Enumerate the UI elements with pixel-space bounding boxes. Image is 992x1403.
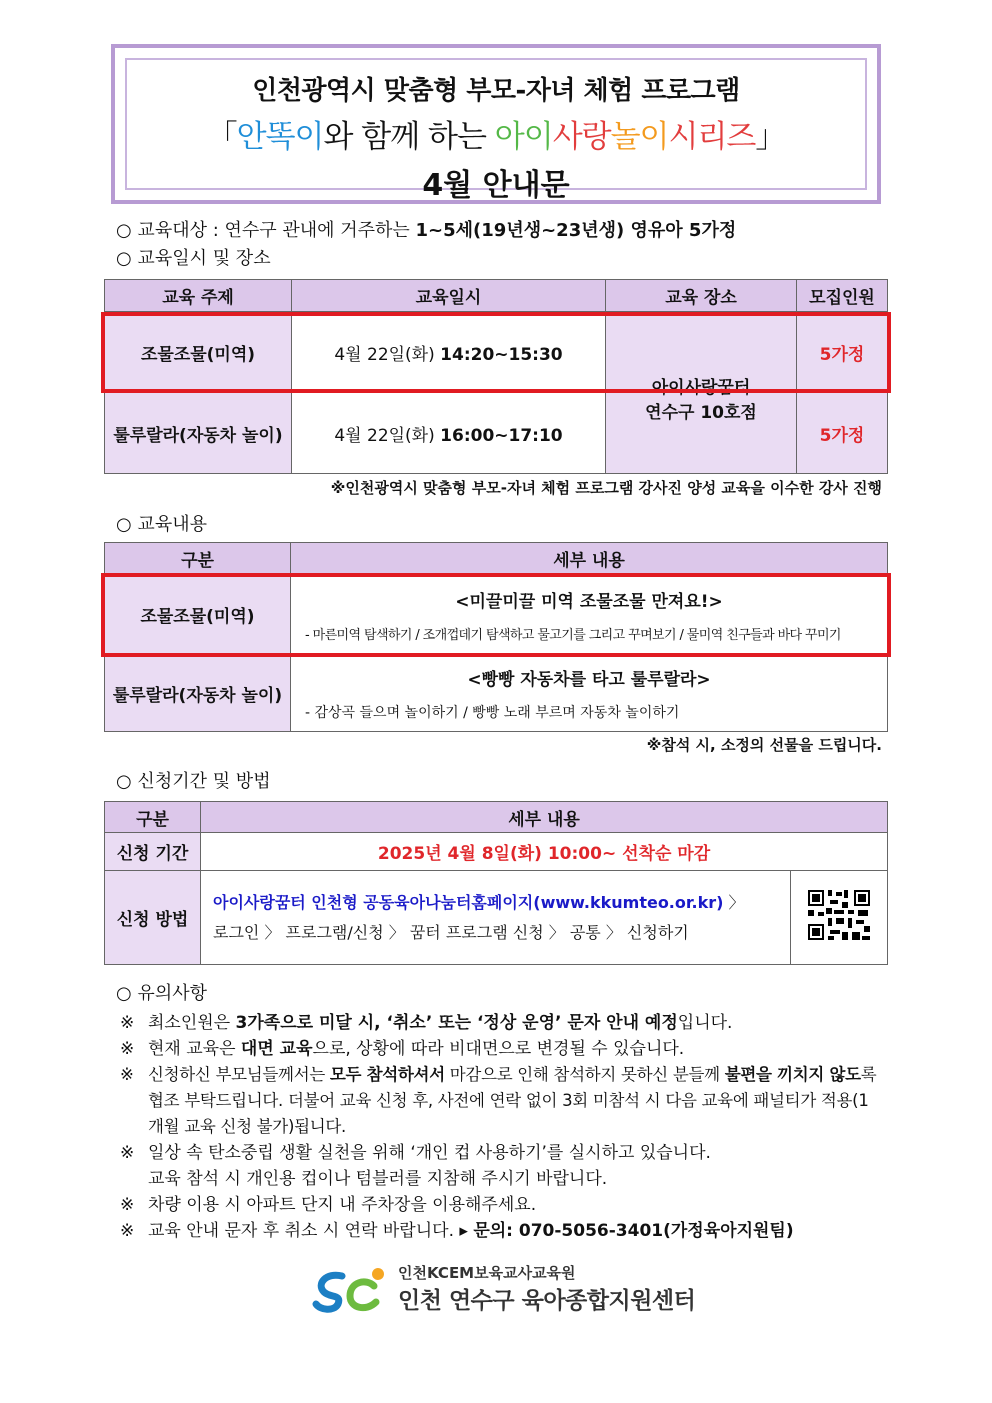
content-header-category: 구분 (105, 543, 291, 574)
title-series-part-4: 시리즈 (668, 119, 756, 155)
note-text: 일상 속 탄소중립 생활 실천을 위해 ‘개인 컵 사용하기’를 실시하고 있습니다. (148, 1143, 711, 1163)
apply-table (104, 801, 888, 965)
title-series-part-2: 사랑 (552, 119, 611, 155)
apply-period-row (105, 833, 888, 871)
note-text: 록 협조 부탁드립니다. 더불어 교육 신청 후, 사전에 연락 없이 3회 미참석 시 다음 교육에 패널티가 적용(1개월 교육 신청 불가)됩니다. (148, 1065, 877, 1136)
content-header-row (105, 543, 888, 574)
title-inner-box (125, 58, 867, 203)
apply-heading: ○ 신청기간 및 방법 (116, 771, 271, 792)
content-topic-cell: 조물조물(미역) (105, 574, 291, 656)
schedule-topic-cell: 조물조물(미역) (105, 312, 292, 393)
logo-title: 인천 연수구 육아종합지원센터 (398, 1288, 696, 1314)
note-emphasis: 불편을 끼치지 않도 (724, 1065, 861, 1084)
homepage-link[interactable]: 아이사랑꿈터 인천형 공동육아나눔터홈페이지(www.kkumteo.or.kr) (213, 892, 724, 912)
note-emphasis: 모두 참석하셔서 (329, 1065, 445, 1084)
schedule-place-line-1: 아이사랑꿈터 (651, 377, 751, 398)
note-mark: ※ (120, 1013, 135, 1033)
schedule-count-cell: 5가정 (797, 393, 888, 474)
note-emphasis: 대면 교육 (240, 1039, 313, 1059)
note-item (120, 1218, 880, 1244)
title-open-bracket: 「 (206, 119, 237, 155)
note-item (120, 1010, 880, 1036)
note-mark: ※ (120, 1039, 135, 1059)
content-body: - 감상곡 들으며 놀이하기 / 빵빵 노래 부르며 자동차 놀이하기 (305, 705, 680, 721)
schedule-heading: ○ 교육일시 및 장소 (116, 248, 271, 269)
schedule-date: 4월 22일(화) (334, 425, 441, 446)
content-title: <미끌미끌 미역 조물조물 만져요!> (455, 591, 723, 612)
schedule-time: 14:20~15:30 (440, 344, 563, 365)
education-target-value: 1~5세(19년생~23년생) 영유아 5가정 (415, 220, 737, 241)
note-text: 으로, 상황에 따라 비대면으로 변경될 수 있습니다. (312, 1039, 685, 1059)
content-title: <빵빵 자동차를 타고 룰루랄라> (467, 670, 711, 690)
center-logo (312, 1262, 696, 1318)
content-topic-cell: 룰루랄라(자동차 놀이) (105, 656, 291, 732)
content-note: ※참석 시, 소정의 선물을 드립니다. (646, 736, 882, 754)
note-mark: ※ (120, 1065, 134, 1084)
content-row (105, 574, 888, 656)
schedule-note: ※인천광역시 맞춤형 부모-자녀 체험 프로그램 강사진 양성 교육을 이수한 강사 진행 (330, 479, 882, 497)
note-mark: ※ (120, 1143, 135, 1163)
qr-code-icon[interactable] (806, 888, 872, 942)
qr-cell (791, 871, 888, 965)
schedule-date-cell (292, 312, 606, 393)
note-item (120, 1140, 880, 1192)
content-detail-cell (291, 574, 888, 656)
schedule-header-place: 교육 장소 (606, 280, 797, 312)
title-line-2 (127, 111, 865, 156)
title-line-1: 인천광역시 맞춤형 부모-자녀 체험 프로그램 (252, 76, 740, 106)
education-target-label: ○ 교육대상 : 연수구 관내에 거주하는 (116, 220, 416, 241)
note-mark: ※ (120, 1221, 135, 1241)
contact-info: 문의: 070-5056-3401(가정육아지원팀) (473, 1221, 794, 1241)
content-detail-cell (291, 656, 888, 732)
center-logo-icon (312, 1262, 392, 1318)
content-heading: ○ 교육내용 (116, 514, 207, 535)
apply-method-row (105, 871, 888, 965)
note-text: 신청하신 부모님들께서는 (148, 1065, 330, 1084)
content-row (105, 656, 888, 732)
note-text: 차량 이용 시 아파트 단지 내 주차장을 이용해주세요. (148, 1195, 537, 1215)
schedule-count-cell: 5가정 (797, 312, 888, 393)
note-mark: ※ (120, 1195, 135, 1215)
note-text: 최소인원은 (148, 1013, 236, 1033)
note-emphasis: 3가족으로 미달 시, ‘취소’ 또는 ‘정상 운영’ 문자 안내 예정 (235, 1013, 678, 1033)
note-text: 교육 참석 시 개인용 컵이나 텀블러를 지참해 주시기 바랍니다. (148, 1169, 608, 1189)
schedule-header-date: 교육일시 (292, 280, 606, 312)
schedule-header-row (105, 280, 888, 312)
apply-header-row (105, 802, 888, 833)
note-item (120, 1062, 880, 1140)
title-character-name: 안똑이 (236, 119, 324, 155)
schedule-place-line-2: 연수구 10호점 (645, 402, 757, 423)
title-close-bracket: 」 (755, 119, 786, 155)
note-text: 마감으로 인해 참석하지 못하신 분들께 (444, 1065, 725, 1084)
apply-method-arrow: 〉 (723, 892, 745, 912)
schedule-topic-cell: 룰루랄라(자동차 놀이) (105, 393, 292, 474)
title-box (111, 44, 881, 204)
schedule-date-cell (292, 393, 606, 474)
title-line-3: 4월 안내문 (422, 168, 570, 203)
note-item (120, 1036, 880, 1062)
schedule-header-topic: 교육 주제 (105, 280, 292, 312)
apply-header-detail: 세부 내용 (201, 802, 888, 833)
title-series-part-3: 놀이 (610, 119, 669, 155)
note-item (120, 1192, 880, 1218)
notes-list (120, 1010, 880, 1244)
education-target (116, 216, 736, 242)
schedule-header-count: 모집인원 (797, 280, 888, 312)
content-header-detail: 세부 내용 (291, 543, 888, 574)
content-body: - 마른미역 탐색하기 / 조개껍데기 탐색하고 물고기를 그리고 꾸며보기 / 물미역 친구들과 바다 꾸미기 (305, 627, 841, 643)
content-table (104, 542, 888, 732)
apply-header-category: 구분 (105, 802, 201, 833)
apply-method-cell (201, 871, 791, 965)
title-series-part-1: 아이 (494, 119, 553, 155)
schedule-row (105, 312, 888, 393)
note-text: 현재 교육은 (148, 1039, 241, 1059)
logo-subtitle: 인천KCEM보육교사교육원 (398, 1264, 576, 1282)
apply-period-label: 신청 기간 (105, 833, 201, 871)
apply-method-label: 신청 방법 (105, 871, 201, 965)
apply-period-value: 2025년 4월 8일(화) 10:00~ 선착순 마감 (201, 833, 888, 871)
notes-heading: ○ 유의사항 (116, 983, 207, 1004)
schedule-date: 4월 22일(화) (334, 344, 441, 365)
schedule-time: 16:00~17:10 (440, 425, 563, 446)
schedule-table (104, 279, 888, 474)
note-text: 입니다. (677, 1013, 733, 1033)
apply-method-line-2: 로그인 〉 프로그램/신청 〉 꿈터 프로그램 신청 〉 공통 〉 신청하기 (213, 922, 689, 942)
title-middle-text: 와 함께 하는 (323, 119, 495, 155)
note-text: 교육 안내 문자 후 취소 시 연락 바랍니다. ▸ (148, 1221, 474, 1241)
apply-method-line-1 (213, 888, 790, 918)
schedule-place-cell (606, 312, 797, 474)
